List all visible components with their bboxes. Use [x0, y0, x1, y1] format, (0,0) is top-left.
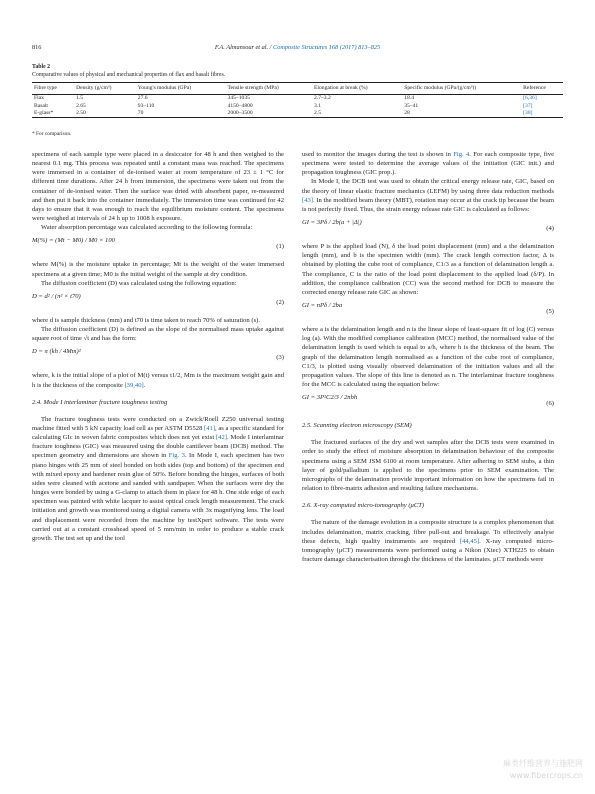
text: . In the modified beam theory (MBT), rotation may occur at the crack tip because the beam is not perfectly fixed. Thus, the strain energy release rate GIC is calculated as follows:: [302, 196, 554, 213]
table-cell: 4150–4800: [227, 102, 253, 109]
equation-number: (2): [276, 298, 284, 306]
table-cell: 27.6: [137, 95, 148, 101]
section-heading: 2.4. Mode I interlaminar fracture toughness testing: [32, 398, 168, 406]
paragraph: where a is the delamination length and n is the linear slope of least-square fit of log (C) versus log (a). With the modified compliance calibration (MCC) method, the normalised value of the delamination length is used which is equal to a/h, where h is the thickness of the beam. The graph of the delamination length normalised as a function of the cube root of compliance, C1/3, is plotted using visually observed delamination of the initiation values and all the propagation values. The slope of this line is denoted as n. The interlaminar fracture toughness for the MCC is calculated using the equation below:: [302, 326, 554, 388]
equation-formula: GI = 3Pδ / 2b(a + |Δ|): [302, 219, 362, 227]
text: . X-ray computed micro-tomography (μCT) measurements were performed using a Nikon (Xtec) XTH225 to obtain fracture damage characterisation through the thickness of the laminates. μCT methods were: [302, 537, 554, 563]
journal-authors: F.A. Almansour et al. /: [214, 44, 274, 51]
equation-number: (3): [276, 354, 284, 362]
paragraph: [32, 371, 284, 389]
col-header: Reference: [523, 85, 546, 91]
reference-link[interactable]: [6,36]: [523, 95, 537, 101]
table-label: Table 2: [32, 64, 50, 70]
table-cell: 2.50: [76, 110, 86, 116]
table-cell: Flax: [34, 95, 44, 101]
table-cell: 70: [137, 110, 144, 116]
paragraph: [32, 415, 284, 543]
table-cell: 3.1: [314, 102, 321, 109]
reference-link[interactable]: [41]: [204, 424, 216, 432]
col-header: Specific modulus (GPa/(g/cm³)): [404, 85, 477, 91]
left-column: [32, 150, 284, 543]
equation-3: [32, 347, 284, 367]
watermark-line: www.fibercrops.cn: [509, 771, 583, 780]
col-header: Fibre type: [34, 85, 57, 91]
table-cell: 345–1035: [227, 95, 250, 101]
equation-formula: D = π (kh / 4Mm)²: [32, 348, 81, 356]
text: , as a specific standard for calculating GIc in woven fabric composites which does not yet exist: [32, 424, 285, 442]
journal-citation: [32, 44, 563, 51]
text: . Mode I interlaminar fracture toughness (GIC) was measured using the double cantilever beam (DCB) method. The specimen geometry and dimensions are shown in: [32, 434, 285, 460]
equation-4: [302, 218, 554, 238]
paragraph: The diffusion coefficient (D) was calculated using the following equation:: [41, 279, 237, 287]
reference-link[interactable]: [42]: [216, 434, 228, 442]
equation-number: (1): [276, 243, 284, 251]
table-cell: 35–41: [404, 102, 419, 109]
paragraph: [302, 150, 554, 177]
table-cell: 2.7–3.2: [314, 95, 331, 101]
paragraph: The fractured surfaces of the dry and wet samples after the DCB tests were examined in order to study the effect of moisture absorption in delamination behaviour of the composite specimens using a SEM JSM 6100 at room temperature. After adhering to SEM stubs, a thin layer of gold/palladium is applied to the specimens prior to SEM examination. The micrographs of the delamination provide important information on how the specimens fail in relation to fibre-matrix adhesion and resulting failure mechanisms.: [302, 439, 554, 493]
reference-link[interactable]: [44,45]: [459, 537, 480, 545]
table-cell: 2.65: [76, 102, 86, 109]
equation-number: (5): [546, 308, 554, 316]
reference-link[interactable]: [38]: [523, 110, 533, 116]
table-row: [32, 94, 563, 102]
table-row: [32, 110, 563, 118]
text: . In Mode I, each specimen has two piano hinges with 25 mm of steel bonded on both sides (top and bottom) of the specimen end with mixed epoxy and hardener resin glue of 50%. Before bonding the hinges, surfaces of both sides were cleaned with acetone and sanded with sandpaper. When the surfaces were dry the hinges were bonded by using a G-clamp to attach them in place for 48 h. One side edge of each specimen was painted with white lacquer to assist optical crack length measurement. The crack initiation and growth was monitored using a digital camera with 3x magnifying lens. The load and displacement were recorded from the machine by testXpert software. The tests were carried out at a constant crosshead speed of 5 mm/min in order to produce a stable crack growth. The test set up and the tool: [32, 452, 285, 542]
equation-2: [32, 292, 284, 312]
text: used to monitor the images during the test is shown in: [302, 151, 454, 158]
table-caption: Comparative values of physical and mechanical properties of flax and basalt fibres.: [32, 71, 226, 78]
col-header: Elongation at break (%): [314, 85, 368, 91]
table-cell: 18.4: [404, 95, 415, 101]
paragraph: where d is sample thickness (mm) and t70 is time taken to reach 70% of saturation (s).: [32, 316, 260, 324]
paragraph: where P is the applied load (N), δ the load point displacement (mm) and a the delamination length (mm), and b is the specimen width (mm). The crack length correction factor, Δ is obtained by plotting the cube root of compliance, C1/3 as a function of delamination length a. The compliance, C is the ratio of the load point displacement to the applied load (δ/P). In addition, the compliance calibration (CC) was the second method for DCB to measure the corrected energy release rate GIC as shown:: [302, 243, 554, 296]
equation-formula: GI = nPδ / 2ba: [302, 302, 343, 310]
equation-formula: M(%) = (Mt − M0) / M0 × 100: [32, 237, 115, 245]
table-cell: E-glass*: [34, 110, 54, 116]
table-caption-block: [32, 64, 563, 79]
table-cell: 2000–3500: [227, 110, 253, 116]
reference-link[interactable]: [37]: [523, 102, 533, 109]
equation-1: [32, 236, 284, 256]
right-column: [302, 150, 554, 564]
section-heading: 2.6. X-ray computed micro-tomography (μCT): [302, 502, 425, 510]
text: where, k is the initial slope of a plot of M(t) versus t1/2, Mm is the maximum weight gain and h is the thickness of the composite: [32, 372, 284, 389]
table-row: [32, 102, 563, 110]
table-cell: 1.5: [76, 95, 84, 101]
equation-number: (4): [546, 225, 554, 233]
text: . For each composite type, five specimens were tested to determine the average values of the initiation (GIC init.) and propagation toughness (GIC prop.).: [302, 151, 555, 177]
equation-6: [302, 393, 554, 413]
text: In Mode I, the DCB test was used to obtain the critical energy release rate, GIC, based on the theory of linear elastic fracture mechanics (LEFM) by using three data reduction methods: [302, 178, 554, 195]
text: .: [143, 381, 146, 389]
text: The fracture toughness tests were conducted on a Zwick/Roell Z250 universal testing machine fitted with 5 kN capacity load cell as per ASTM D5528: [32, 415, 284, 432]
watermark: [453, 758, 583, 782]
paragraph: Water absorption percentage was calculated according to the following formula:: [41, 224, 253, 232]
col-header: Density (g/cm³): [76, 85, 112, 91]
figure-link[interactable]: Fig. 3: [168, 452, 185, 460]
paragraph: The diffusion coefficient (D) is defined as the slope of the normalised mass uptake against square root of time √t and has the form:: [32, 326, 284, 343]
table-footnote: * For comparison.: [32, 131, 72, 137]
table-cell: 2.5: [314, 110, 321, 116]
col-header: Tensile strength (MPa): [227, 85, 279, 91]
table-cell: Basalt: [34, 102, 48, 109]
equation-formula: GI = 3P²C2/3 / 2nbh: [302, 394, 358, 402]
reference-link[interactable]: [43]: [302, 196, 313, 204]
figure-link[interactable]: Fig. 4: [453, 151, 470, 158]
table-header-row: [32, 83, 563, 95]
journal-link[interactable]: Composite Structures 168 (2017) 813–825: [273, 44, 381, 51]
equation-5: [302, 301, 554, 321]
page-number: 816: [32, 44, 42, 51]
equation-formula: D = d² / (π² × t70): [32, 292, 81, 300]
running-header: [32, 44, 563, 56]
text: The nature of the damage evolution in a composite structure is a complex phenomenon that includes delamination, matrix cracking, fibre pull-out and breakage. To effectively analyse these defects, high quality instruments are required: [302, 519, 554, 545]
reference-link[interactable]: [39,40]: [124, 381, 144, 389]
fibre-properties-table: [32, 82, 563, 118]
col-header: Young's modulus (GPa): [137, 85, 192, 91]
section-heading: 2.5. Scanning electron microscopy (SEM): [302, 422, 412, 430]
paragraph: [302, 518, 554, 564]
table-cell: 28: [404, 110, 410, 116]
paragraph: specimens of each sample type were placed in a desiccator for 48 h and then weighed to the nearest 0.1 mg. This process was repeated until a constant mass was reached. The specimens were immersed in a container of de-ionised water at room temperature of 23 ± 1 °C for different time durations. After 24 h from immersion, the specimens were taken out from the container of de-ionised water. Then the surface was dried with absorbent paper, re-measured and then put it back into the container immediately. The immersion time was continued for 42 days to ensure that it was enough to reach the equilibrium moisture content. The specimens were weighed at intervals of 24 h up to 1008 h exposure.: [32, 151, 284, 223]
equation-number: (6): [546, 400, 554, 408]
paragraph: [302, 177, 554, 214]
paragraph: where M(%) is the moisture uptake in percentage; Mt is the weight of the water immersed specimens at a given time; M0 is the initial weight of the sample at dry condition.: [32, 261, 284, 278]
table-cell: 93–110: [137, 102, 155, 109]
watermark-line: 麻类纤维营养与施肥网: [503, 759, 583, 768]
